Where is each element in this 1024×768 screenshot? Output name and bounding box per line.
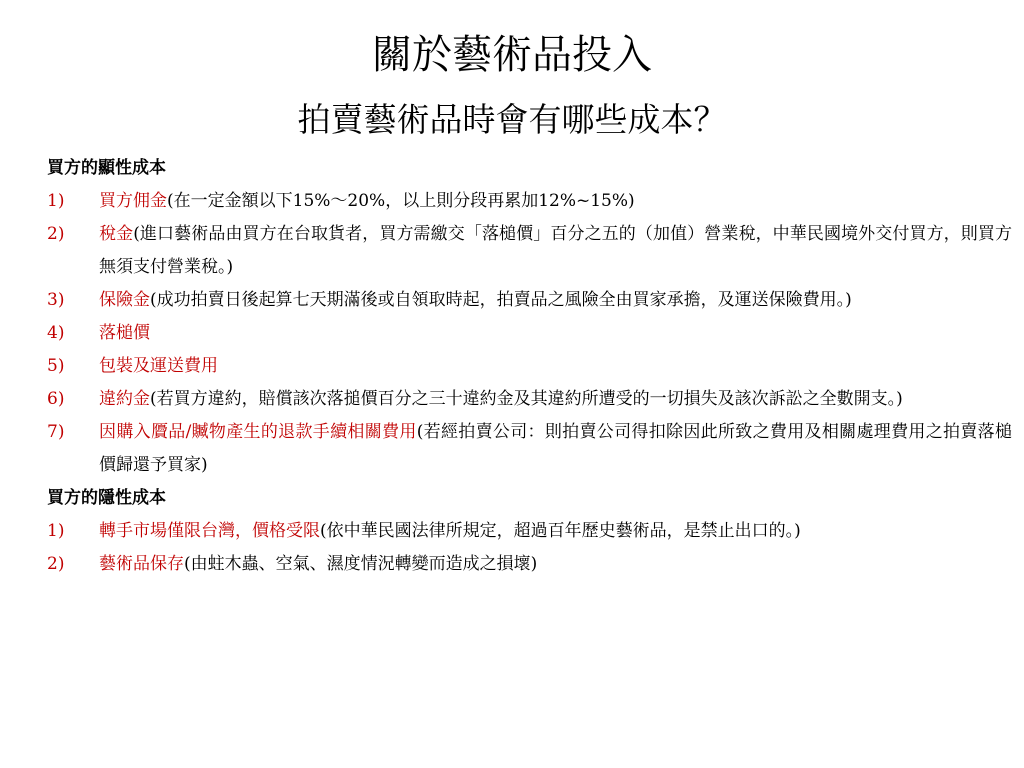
page-subtitle: 拍賣藝術品時會有哪些成本？ bbox=[297, 100, 727, 139]
list-item bbox=[47, 548, 1012, 581]
item-number: 3) bbox=[47, 290, 65, 310]
item-body bbox=[99, 185, 1012, 218]
item-desc: (依中華民國法律所規定，超過百年歷史藝術品，是禁止出口的。) bbox=[320, 521, 801, 541]
item-desc: (若經拍賣公司：則拍賣公司得扣除因此所致之費用及相關處理費用之拍賣落槌價歸還予買家) bbox=[99, 422, 1012, 475]
list-item bbox=[47, 416, 1012, 482]
item-label: 落槌價 bbox=[99, 323, 150, 343]
item-label: 藝術品保存 bbox=[99, 554, 184, 574]
item-body bbox=[99, 515, 1012, 548]
list-item bbox=[47, 218, 1012, 284]
item-desc: (若買方違約，賠償該次落搥價百分之三十違約金及其違約所遭受的一切損失及該次訴訟之全數開支。) bbox=[150, 389, 903, 409]
item-label: 包裝及運送費用 bbox=[99, 356, 218, 376]
item-body bbox=[99, 416, 1012, 482]
item-number: 2) bbox=[47, 224, 65, 244]
item-body bbox=[99, 284, 1012, 317]
list-item bbox=[47, 383, 1012, 416]
item-label: 保險金 bbox=[99, 290, 150, 310]
item-desc: (在一定金額以下15%～20%，以上則分段再累加12%~15%) bbox=[167, 191, 635, 211]
item-body bbox=[99, 548, 1012, 581]
list-item bbox=[47, 515, 1012, 548]
item-number: 6) bbox=[47, 389, 65, 409]
item-label: 因購入贗品/贓物產生的退款手續相關費用 bbox=[99, 422, 417, 442]
item-body bbox=[99, 350, 1012, 383]
item-desc: (由蛀木蟲、空氣、濕度情況轉變而造成之損壞) bbox=[184, 554, 538, 574]
item-label: 違約金 bbox=[99, 389, 150, 409]
item-number: 5) bbox=[47, 356, 65, 376]
item-desc: (進口藝術品由買方在台取貨者，買方需繳交「落槌價」百分之五的（加值）營業稅，中華民國境外交付買方，則買方無須支付營業稅。) bbox=[99, 224, 1012, 277]
item-desc: (成功拍賣日後起算七天期滿後或自領取時起，拍賣品之風險全由買家承擔，及運送保險費用。) bbox=[150, 290, 852, 310]
list-item bbox=[47, 317, 1012, 350]
list-item bbox=[47, 284, 1012, 317]
item-number: 2) bbox=[47, 554, 65, 574]
item-number: 1) bbox=[47, 521, 65, 541]
list-item bbox=[47, 350, 1012, 383]
item-label: 買方佣金 bbox=[99, 191, 167, 211]
list-item bbox=[47, 185, 1012, 218]
item-label: 轉手市場僅限台灣，價格受限 bbox=[99, 521, 320, 541]
item-body bbox=[99, 218, 1012, 284]
page-title: 關於藝術品投入 bbox=[372, 32, 652, 78]
item-number: 4) bbox=[47, 323, 65, 343]
item-body bbox=[99, 383, 1012, 416]
item-number: 1) bbox=[47, 191, 65, 211]
explicit-costs-heading: 買方的顯性成本 bbox=[47, 158, 166, 178]
item-label: 稅金 bbox=[99, 224, 134, 244]
implicit-costs-heading: 買方的隱性成本 bbox=[47, 488, 166, 508]
item-number: 7) bbox=[47, 422, 65, 442]
content bbox=[47, 152, 1012, 581]
item-body bbox=[99, 317, 1012, 350]
